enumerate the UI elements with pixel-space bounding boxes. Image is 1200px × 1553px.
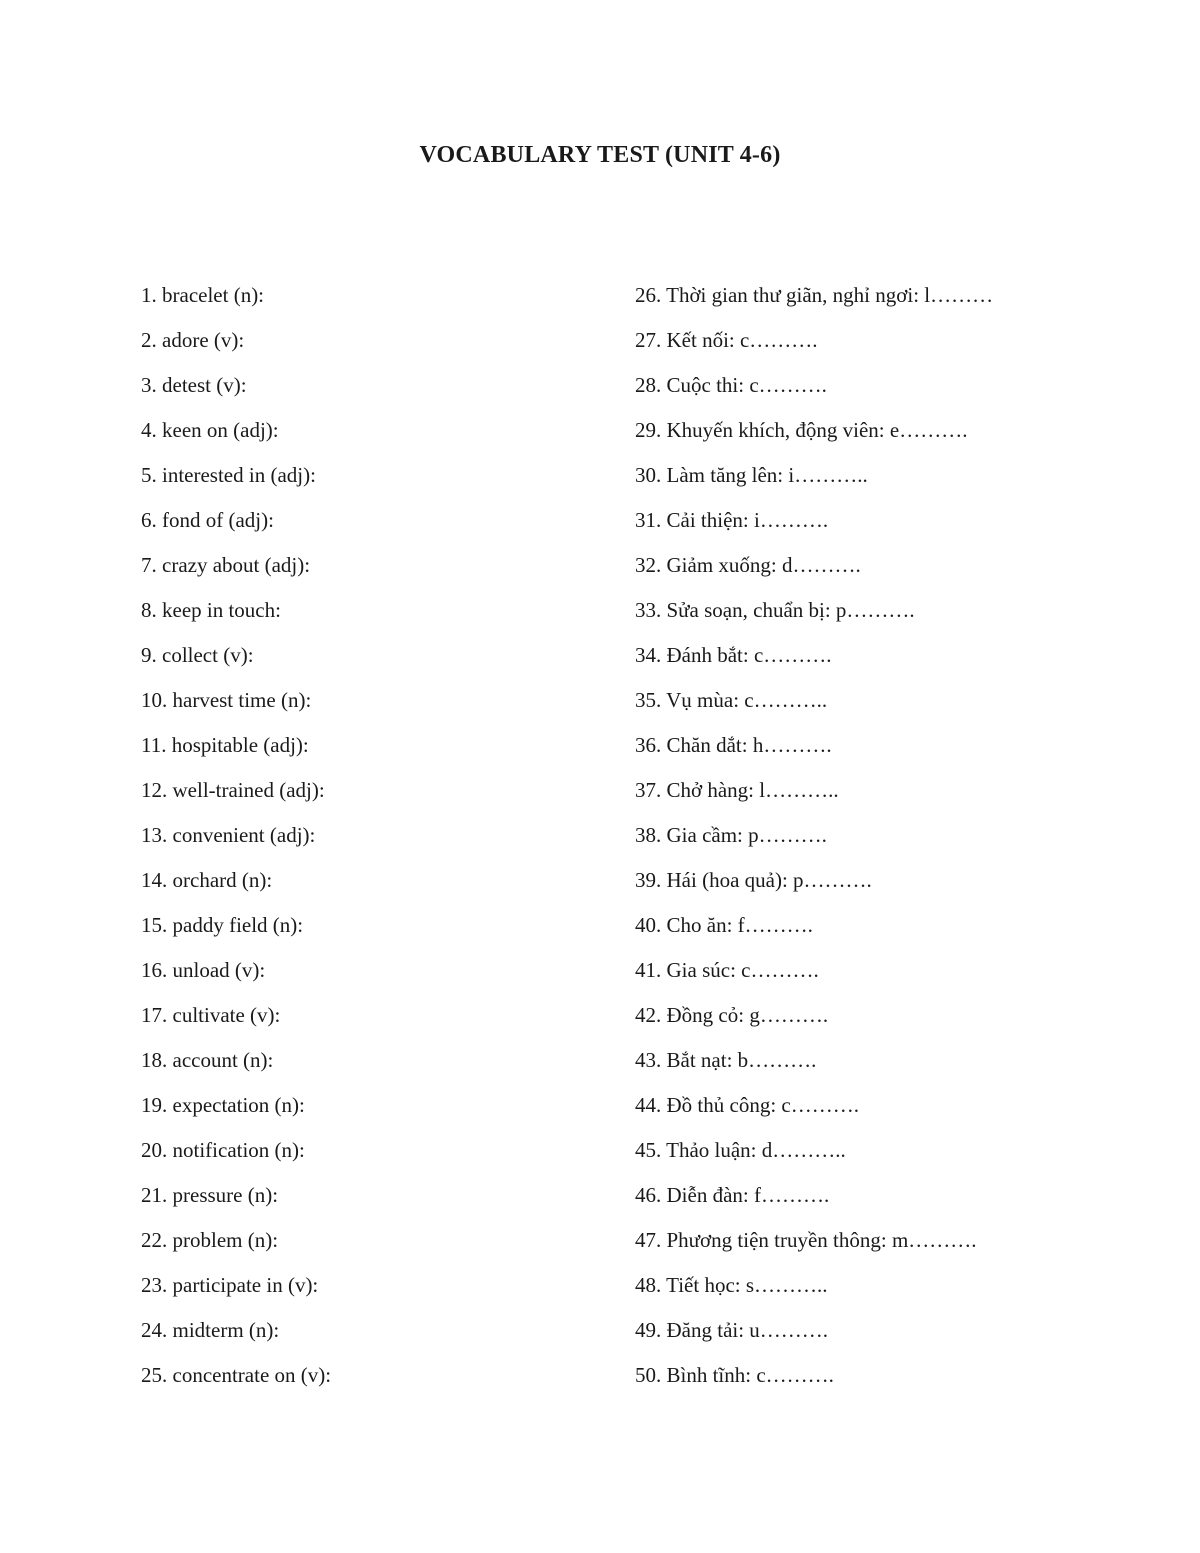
vocab-item: 46. Diễn đàn: f………. xyxy=(635,1183,830,1207)
vocab-item: 10. harvest time (n): xyxy=(141,688,312,712)
vocab-item: 49. Đăng tải: u………. xyxy=(635,1318,829,1342)
vocab-item: 48. Tiết học: s……….. xyxy=(635,1273,828,1297)
vocab-item: 17. cultivate (v): xyxy=(141,1003,281,1027)
vocab-item: 33. Sửa soạn, chuẩn bị: p………. xyxy=(635,598,915,622)
vocab-item: 50. Bình tĩnh: c………. xyxy=(635,1363,834,1387)
vocab-item: 23. participate in (v): xyxy=(141,1273,319,1297)
vocab-item: 14. orchard (n): xyxy=(141,868,273,892)
vocab-item: 40. Cho ăn: f………. xyxy=(635,913,813,937)
vocab-item: 34. Đánh bắt: c………. xyxy=(635,643,832,667)
vocab-item: 15. paddy field (n): xyxy=(141,913,304,937)
vocab-item: 12. well-trained (adj): xyxy=(141,778,325,802)
vocab-item: 41. Gia súc: c………. xyxy=(635,958,819,982)
vocab-item: 47. Phương tiện truyền thông: m………. xyxy=(635,1228,977,1252)
vocab-item: 32. Giảm xuống: d………. xyxy=(635,553,861,577)
vocab-item: 28. Cuộc thi: c………. xyxy=(635,373,827,397)
vocab-item: 38. Gia cầm: p………. xyxy=(635,823,827,847)
vocab-item: 21. pressure (n): xyxy=(141,1183,279,1207)
vocab-item: 37. Chở hàng: l……….. xyxy=(635,778,839,802)
vocab-item: 27. Kết nối: c………. xyxy=(635,328,818,352)
vocab-item: 20. notification (n): xyxy=(141,1138,305,1162)
vocab-item: 45. Thảo luận: d……….. xyxy=(635,1138,846,1162)
vocab-item: 13. convenient (adj): xyxy=(141,823,316,847)
vocab-item: 22. problem (n): xyxy=(141,1228,279,1252)
vocab-item: 39. Hái (hoa quả): p………. xyxy=(635,868,872,892)
vocab-item: 42. Đồng cỏ: g………. xyxy=(635,1003,829,1027)
vocab-item: 2. adore (v): xyxy=(141,328,245,352)
page-title: VOCABULARY TEST (UNIT 4-6) xyxy=(419,142,781,168)
vocab-item: 24. midterm (n): xyxy=(141,1318,280,1342)
vocab-item: 26. Thời gian thư giãn, nghỉ ngơi: l……… xyxy=(635,283,994,307)
vocab-item: 11. hospitable (adj): xyxy=(141,733,309,757)
vocab-item: 3. detest (v): xyxy=(141,373,247,397)
vocab-item: 19. expectation (n): xyxy=(141,1093,305,1117)
vocab-item: 16. unload (v): xyxy=(141,958,266,982)
vocab-item: 30. Làm tăng lên: i……….. xyxy=(635,463,868,487)
vocab-item: 35. Vụ mùa: c……….. xyxy=(635,688,828,712)
vocab-item: 36. Chăn dắt: h………. xyxy=(635,733,832,757)
vocab-item: 18. account (n): xyxy=(141,1048,274,1072)
left-column-list xyxy=(141,280,611,1405)
vocab-item: 25. concentrate on (v): xyxy=(141,1363,332,1387)
vocab-item: 6. fond of (adj): xyxy=(141,508,274,532)
vocab-item: 7. crazy about (adj): xyxy=(141,553,311,577)
vocab-item: 9. collect (v): xyxy=(141,643,254,667)
right-column-list xyxy=(635,280,1155,1405)
vocab-item: 8. keep in touch: xyxy=(141,598,281,622)
vocab-item: 1. bracelet (n): xyxy=(141,283,265,307)
vocab-item: 31. Cải thiện: i………. xyxy=(635,508,829,532)
vocab-item: 44. Đồ thủ công: c………. xyxy=(635,1093,859,1117)
vocab-item: 5. interested in (adj): xyxy=(141,463,316,487)
vocab-item: 43. Bắt nạt: b………. xyxy=(635,1048,817,1072)
vocab-item: 4. keen on (adj): xyxy=(141,418,279,442)
vocab-item: 29. Khuyến khích, động viên: e………. xyxy=(635,418,968,442)
